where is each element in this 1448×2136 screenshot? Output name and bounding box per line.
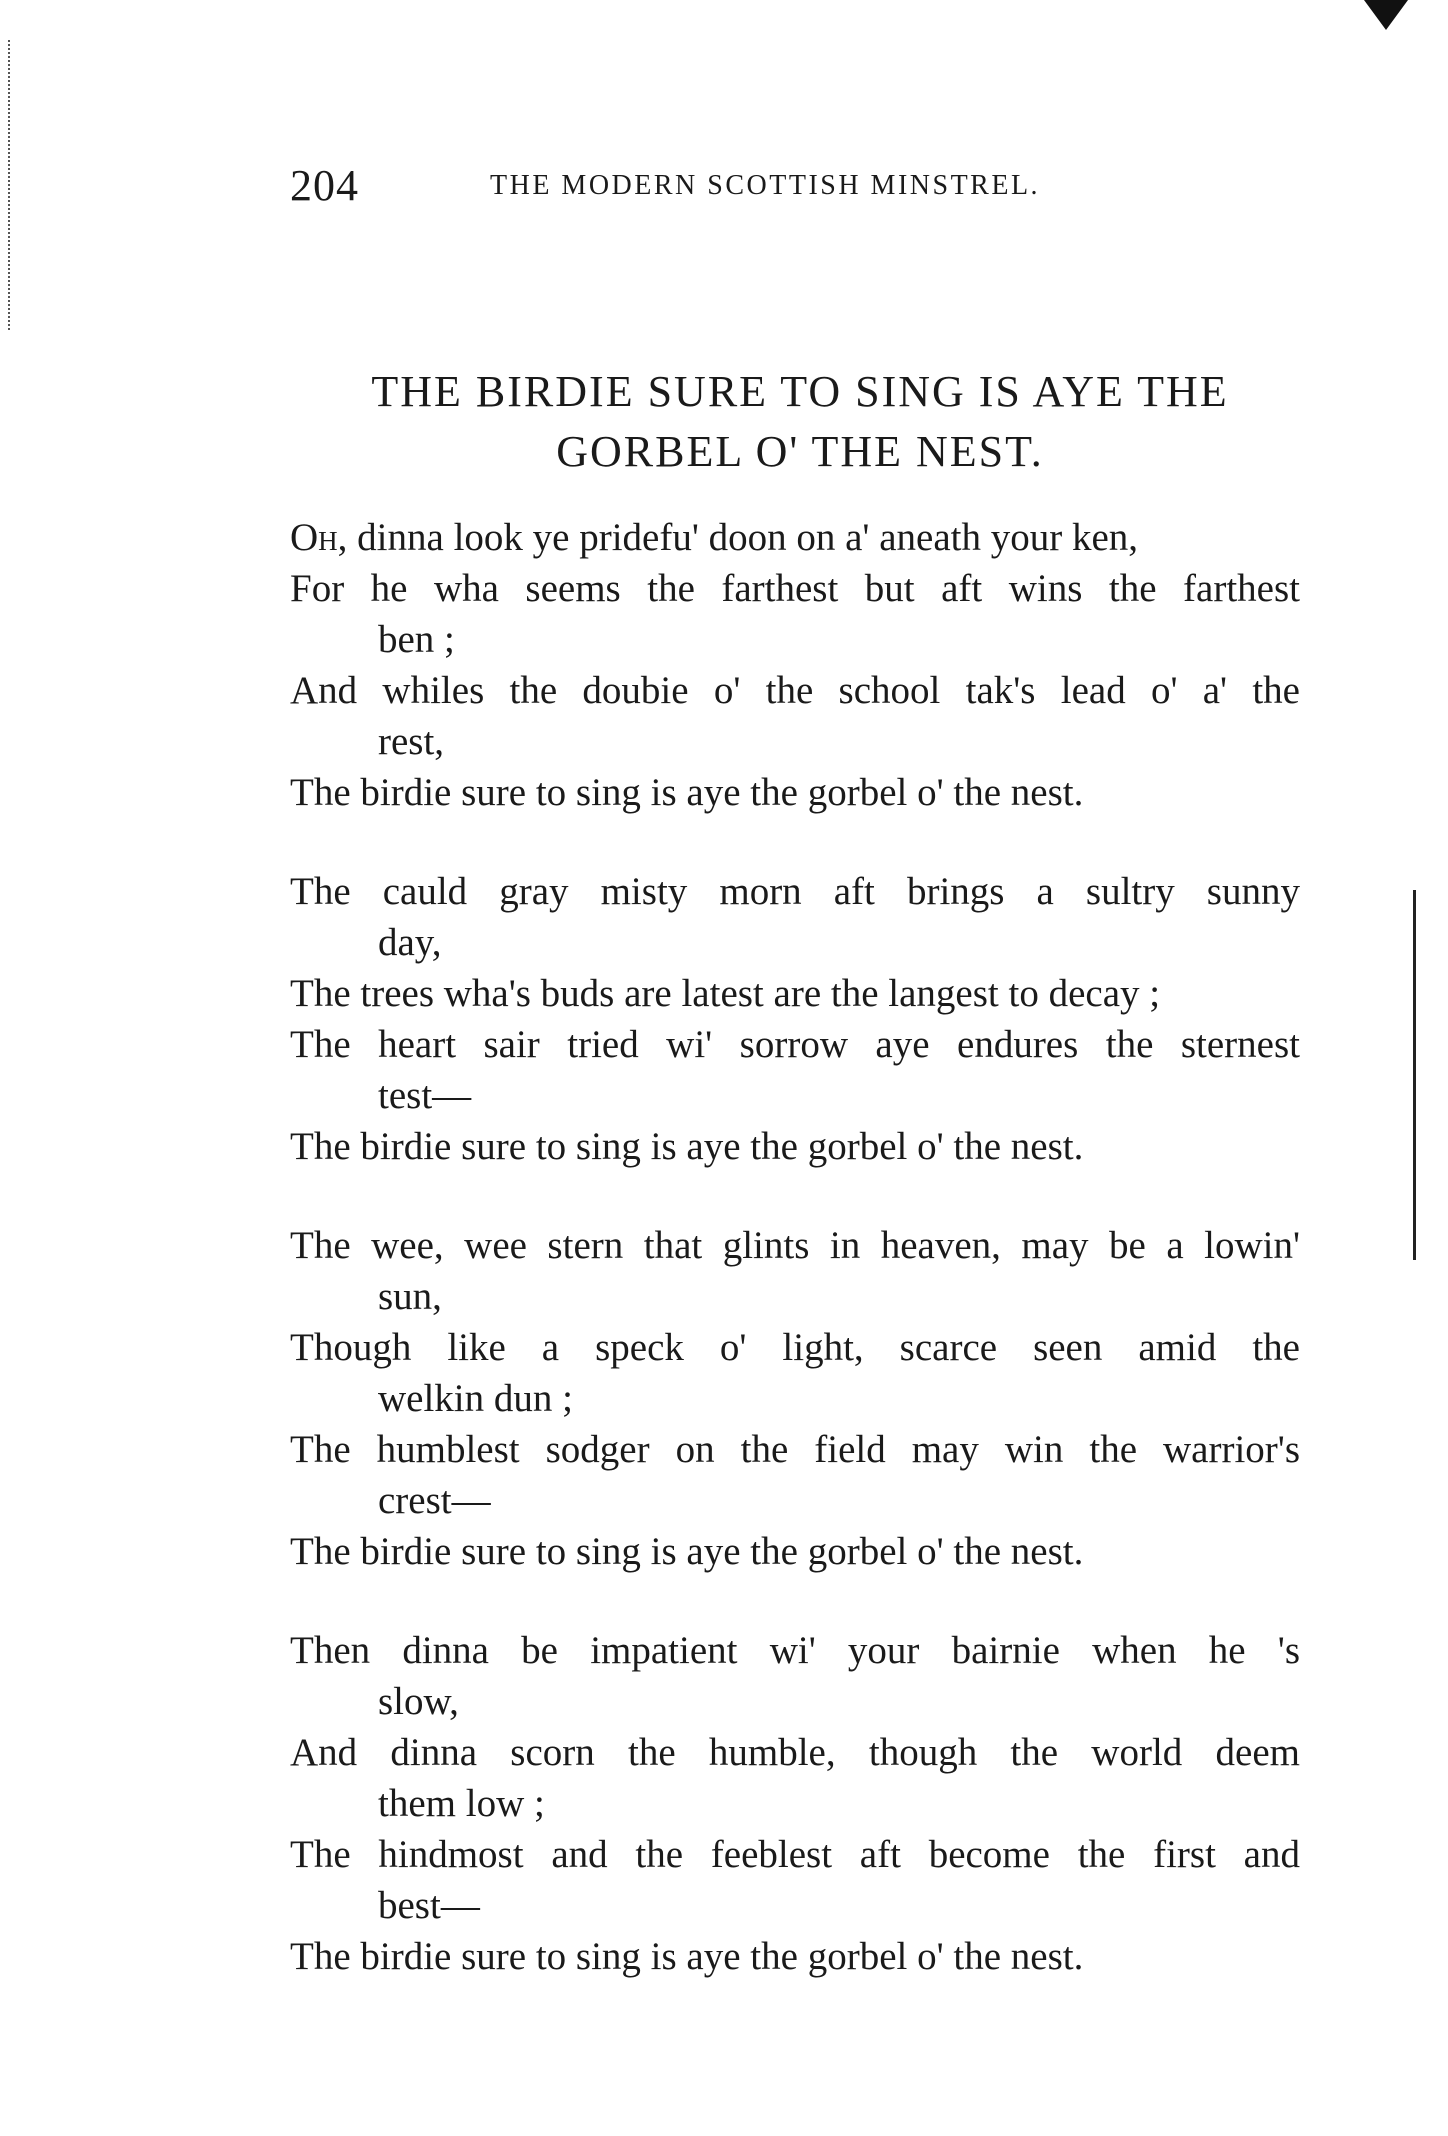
verse-line-continuation: rest, [378, 720, 445, 763]
margin-rule [1413, 890, 1416, 1260]
verse-line: The wee, wee stern that glints in heaven, may be a lowin' [290, 1224, 1300, 1267]
verse-line: For he wha seems the farthest but aft wins the farthest [290, 567, 1300, 610]
stanza [290, 512, 1300, 818]
verse-line-continuation: test— [378, 1074, 472, 1117]
page-corner-mark [1364, 0, 1408, 30]
verse [290, 665, 1300, 767]
verse [290, 1727, 1300, 1829]
verse [290, 1220, 1300, 1322]
verse-line: The birdie sure to sing is aye the gorbel o' the nest. [290, 1530, 1084, 1573]
verse-line: Then dinna be impatient wi' your bairnie when he 's [290, 1629, 1300, 1672]
stanza [290, 1625, 1300, 1982]
verse-line: And dinna scorn the humble, though the world deem [290, 1731, 1300, 1774]
poem-body [290, 512, 1300, 2030]
running-head [0, 160, 1448, 220]
verse-line-continuation: best— [378, 1884, 480, 1927]
poem-title [290, 362, 1310, 482]
verse [290, 563, 1300, 665]
poem-title-line: THE BIRDIE SURE TO SING IS AYE THE [371, 367, 1229, 416]
poem-title-line: GORBEL O' THE NEST. [556, 427, 1044, 476]
verse-line-continuation: ben ; [378, 618, 455, 661]
verse [290, 1931, 1300, 1982]
verse [290, 1322, 1300, 1424]
verse-line-continuation: crest— [378, 1479, 491, 1522]
verse-line: The humblest sodger on the field may win the warrior's [290, 1428, 1300, 1471]
verse [290, 1526, 1300, 1577]
verse-line: The birdie sure to sing is aye the gorbel o' the nest. [290, 1125, 1084, 1168]
verse-line-continuation: slow, [378, 1680, 459, 1723]
verse-line: The birdie sure to sing is aye the gorbel o' the nest. [290, 771, 1084, 814]
verse [290, 1424, 1300, 1526]
verse-line: The cauld gray misty morn aft brings a sultry sunny [290, 870, 1300, 913]
verse [290, 968, 1300, 1019]
verse-line-continuation: sun, [378, 1275, 442, 1318]
verse [290, 767, 1300, 818]
verse [290, 512, 1300, 563]
verse [290, 866, 1300, 968]
verse [290, 1019, 1300, 1121]
page-number: 204 [290, 161, 359, 210]
verse-line: Though like a speck o' light, scarce seen amid the [290, 1326, 1300, 1369]
stanza [290, 1220, 1300, 1577]
verse-line: Oh, dinna look ye pridefu' doon on a' aneath your ken, [290, 516, 1139, 559]
verse-line: The heart sair tried wi' sorrow aye endures the sternest [290, 1023, 1300, 1066]
verse-line-continuation: welkin dun ; [378, 1377, 573, 1420]
verse [290, 1625, 1300, 1727]
running-title: THE MODERN SCOTTISH MINSTREL. [490, 170, 1041, 201]
verse [290, 1829, 1300, 1931]
verse-line-continuation: them low ; [378, 1782, 545, 1825]
verse-line: The hindmost and the feeblest aft become the first and [290, 1833, 1300, 1876]
verse [290, 1121, 1300, 1172]
verse-line-continuation: day, [378, 921, 442, 964]
verse-line: And whiles the doubie o' the school tak's lead o' a' the [290, 669, 1300, 712]
verse-line: The birdie sure to sing is aye the gorbel o' the nest. [290, 1935, 1084, 1978]
stanza [290, 866, 1300, 1172]
verse-line: The trees wha's buds are latest are the langest to decay ; [290, 972, 1161, 1015]
